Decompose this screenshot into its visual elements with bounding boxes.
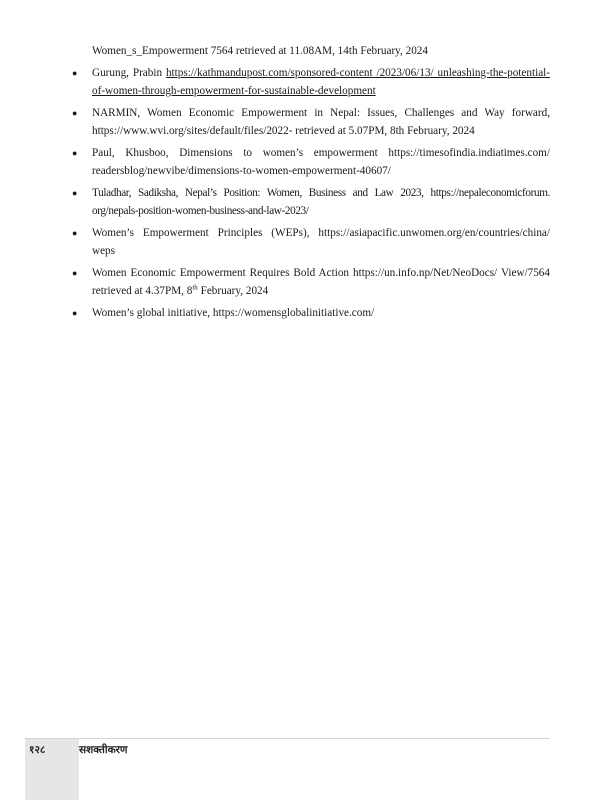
- reference-item-weps: [72, 224, 550, 261]
- page-number: १२८: [29, 744, 46, 756]
- reference-item-paul: [72, 144, 550, 181]
- bullet-icon: ●: [72, 147, 78, 158]
- reference-text: Tuladhar, Sadiksha, Nepal’s Position: Women, Business and Law 2023, https://nepaleconomicforum. org/nepals-position-women-business-and-law-2023/: [92, 186, 550, 217]
- section-title: सशक्तीकरण: [79, 744, 128, 756]
- reference-item-tuladhar: [72, 184, 550, 221]
- ordinal-superscript: th: [192, 283, 198, 292]
- bullet-icon: ●: [72, 67, 78, 78]
- bullet-icon: ●: [72, 107, 78, 118]
- bullet-icon: ●: [72, 227, 78, 238]
- references-section: [72, 42, 550, 325]
- reference-item-gurung: [72, 64, 550, 101]
- page-footer: [29, 743, 128, 757]
- footer-divider: [25, 738, 550, 739]
- reference-text: Women’s Empowerment Principles (WEPs), https://asiapacific.unwomen.org/en/countries/china/ weps: [92, 226, 550, 257]
- reference-text: NARMIN, Women Economic Empowerment in Nepal: Issues, Challenges and Way forward, https://www.wvi.org/sites/default/files/2022- retrieved at 5.07PM, 8th February, 2024: [92, 106, 550, 137]
- reference-text: Gurung, Prabin: [92, 66, 166, 79]
- reference-text: Paul, Khusboo, Dimensions to women’s empowerment https://timesofindia.indiatimes.com/ readersblog/newvibe/dimensions-to-women-empowerment-40607/: [92, 146, 550, 177]
- bullet-icon: ●: [72, 267, 78, 278]
- reference-item-bold-action: [72, 264, 550, 301]
- reference-text: Women Economic Empowerment Requires Bold Action https://un.info.np/Net/NeoDocs/ View/7564 retrieved at 4.37PM, 8: [92, 266, 550, 297]
- bullet-icon: ●: [72, 187, 78, 198]
- reference-link[interactable]: https://kathmandupost.com/sponsored-content /2023/06/13/ unleashing-the-potential-of-women-through-empowerment-for-sustainable-development: [92, 66, 550, 97]
- reference-text-end: February, 2024: [197, 285, 269, 297]
- reference-continuation: Women_s_Empowerment 7564 retrieved at 11.08AM, 14th February, 2024: [92, 45, 428, 57]
- reference-item-narmin: [72, 104, 550, 141]
- reference-item-global-initiative: [72, 304, 550, 323]
- reference-text: Women’s global initiative, https://womensglobalinitiative.com/: [92, 306, 375, 319]
- bullet-icon: ●: [72, 307, 78, 318]
- reference-list: [72, 64, 550, 323]
